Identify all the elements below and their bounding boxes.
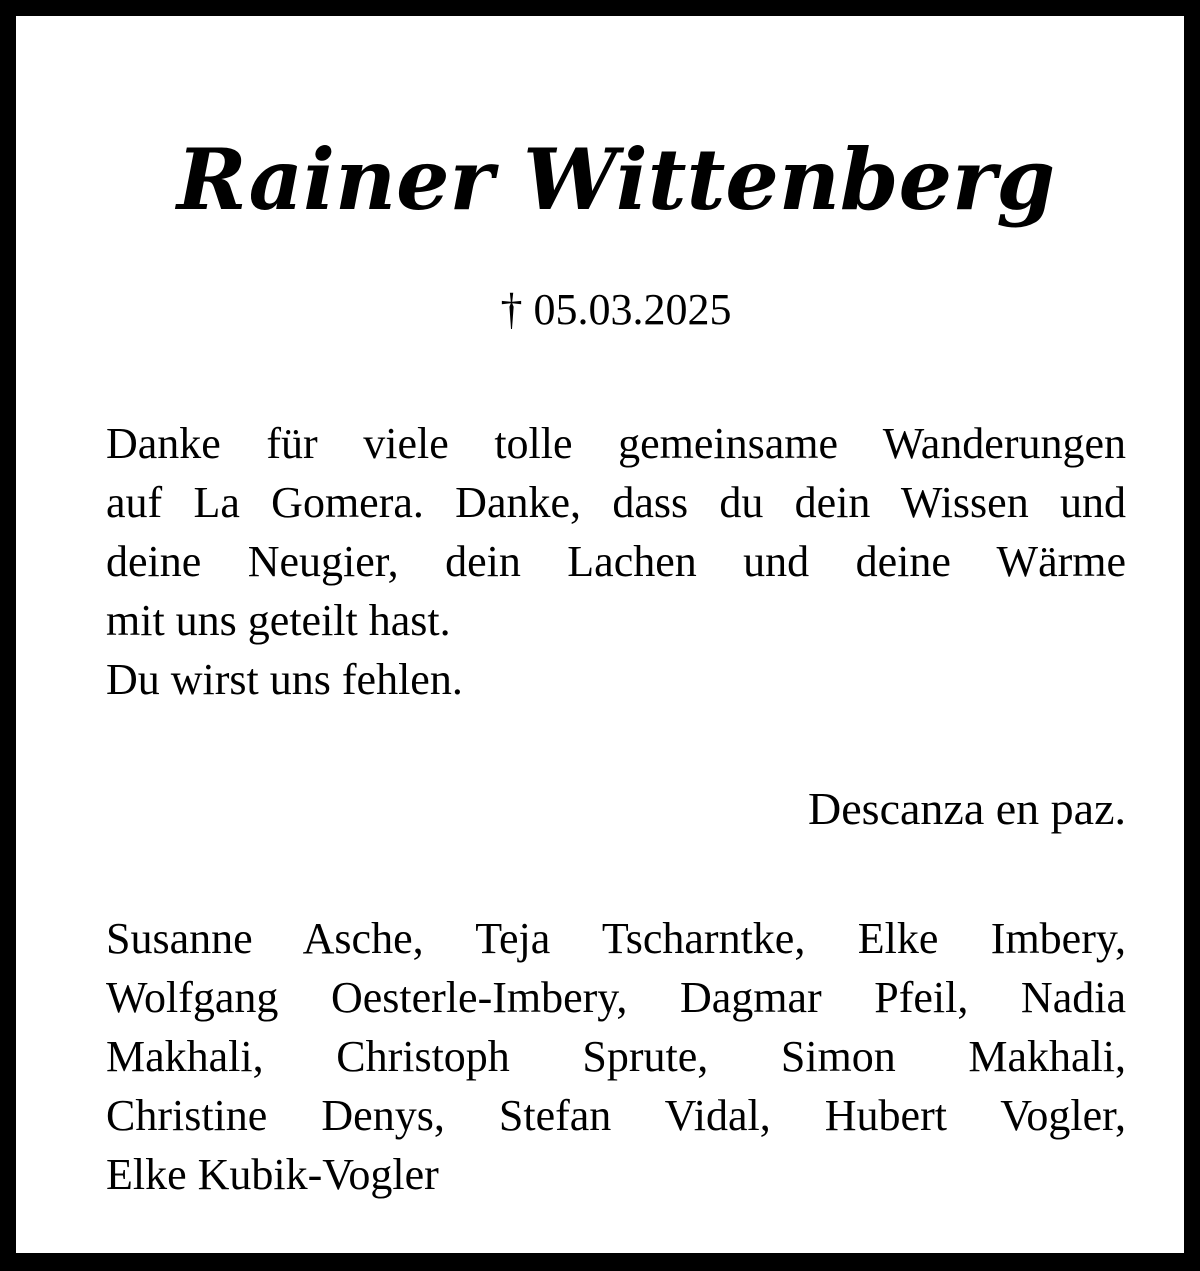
farewell-text: Descanza en paz. <box>808 783 1126 834</box>
message-line: mit uns geteilt hast. <box>106 596 451 645</box>
signer-list <box>106 909 1126 1204</box>
signer-line: Elke Kubik-Vogler <box>106 1150 439 1199</box>
signer-line: Wolfgang Oesterle-Imbery, Dagmar Pfeil, Nadia <box>106 973 1126 1022</box>
signer-line: Makhali, Christoph Sprute, Simon Makhali, <box>106 1032 1126 1081</box>
signer-line: Susanne Asche, Teja Tscharntke, Elke Imbery, <box>106 914 1126 963</box>
deceased-name: Rainer Wittenberg <box>176 130 1056 229</box>
message-line: Danke für viele tolle gemeinsame Wanderungen <box>106 419 1126 468</box>
message-line: auf La Gomera. Danke, dass du dein Wissen und <box>106 478 1126 527</box>
message-line: deine Neugier, dein Lachen und deine Wärme <box>106 537 1126 586</box>
signer-line: Christine Denys, Stefan Vidal, Hubert Vogler, <box>106 1091 1126 1140</box>
message-line: Du wirst uns fehlen. <box>106 655 463 704</box>
tribute-message <box>106 414 1126 709</box>
death-date: † 05.03.2025 <box>500 285 732 334</box>
